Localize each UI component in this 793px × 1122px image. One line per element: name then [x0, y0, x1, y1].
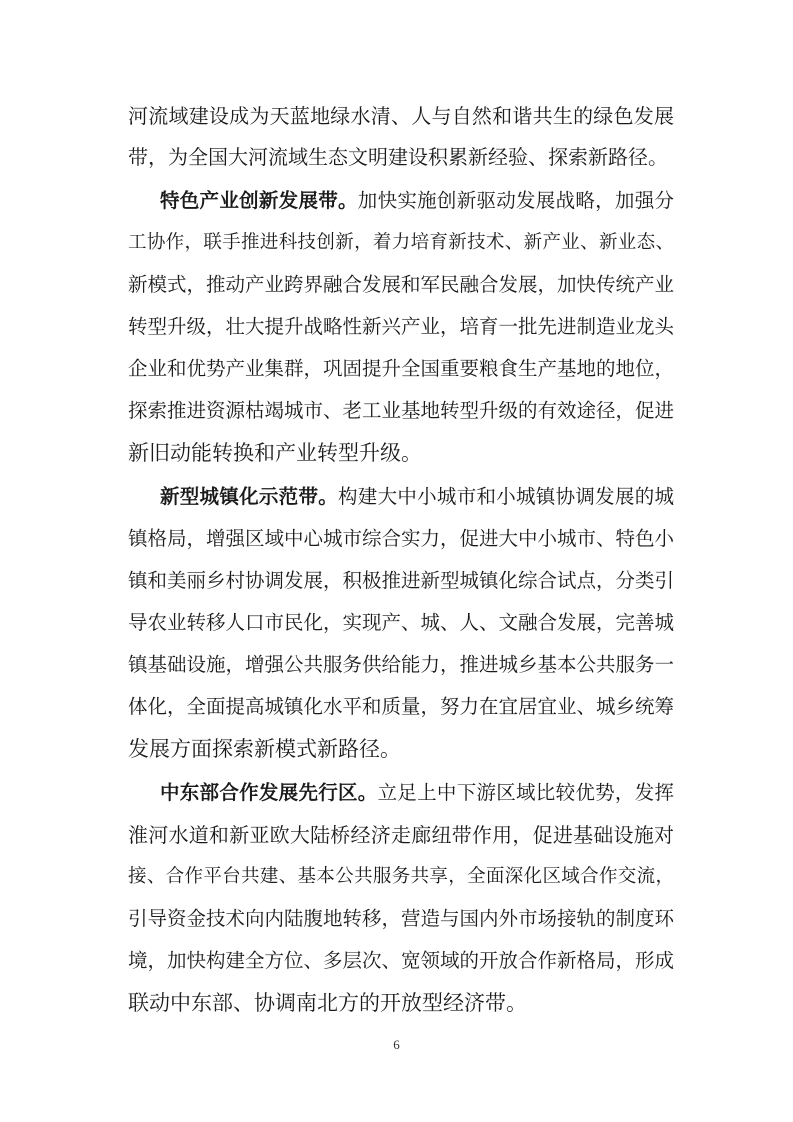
page-number: 6 [393, 1037, 400, 1052]
line-text: 发展方面探索新模式新路径。 [128, 737, 401, 761]
line-text: 体化，全面提高城镇化水平和质量，努力在宜居宜业、城乡统筹 [128, 695, 675, 718]
paragraph-first-line [160, 772, 674, 814]
paragraph-line [128, 602, 674, 644]
paragraph-line [128, 432, 674, 474]
line-text: 新模式，推动产业跨界融合发展和军民融合发展，加快传统产业 [128, 273, 675, 296]
paragraph-line [128, 940, 674, 982]
line-text: 新旧动能转换和产业转型升级。 [128, 441, 422, 465]
paragraph-line [128, 898, 674, 940]
paragraph-first-line [160, 180, 674, 222]
line-text: 淮河水道和新亚欧大陆桥经济走廊纽带作用，促进基础设施对 [128, 823, 674, 847]
section-heading: 新型城镇化示范带。 [160, 485, 339, 508]
paragraph-line [128, 136, 674, 178]
line-text: 引导资金技术向内陆腹地转移，营造与国内外市场接轨的制度环 [128, 907, 675, 930]
line-text: 境，加快构建全方位、多层次、宽领域的开放合作新格局，形成 [128, 949, 675, 972]
paragraph-line [128, 306, 674, 348]
section-heading: 特色产业创新发展带。 [160, 189, 358, 212]
line-text: 工协作，联手推进科技创新，着力培育新技术、新产业、新业态、 [128, 232, 674, 253]
paragraph-line [128, 390, 674, 432]
paragraph-line [128, 856, 674, 898]
paragraph-line [128, 348, 674, 390]
paragraph-line [128, 982, 674, 1024]
line-text: 带，为全国大河流域生态文明建设积累新经验、探索新路径。 [128, 145, 668, 169]
paragraph-line [128, 644, 674, 686]
line-text: 加快实施创新驱动发展战略，加强分 [357, 189, 674, 212]
line-text: 镇格局，增强区域中心城市综合实力，促进大中小城市、特色小 [128, 527, 675, 550]
line-text: 构建大中小城市和小城镇协调发展的城 [338, 485, 674, 508]
paragraph-line [128, 222, 674, 264]
line-text: 企业和优势产业集群，巩固提升全国重要粮食生产基地的地位， [128, 357, 675, 380]
line-text: 导农业转移人口市民化，实现产、城、人、文融合发展，完善城 [128, 611, 675, 634]
line-text: 镇和美丽乡村协调发展，积极推进新型城镇化综合试点，分类引 [128, 569, 675, 592]
paragraph-line [128, 728, 674, 770]
line-text: 接、合作平台共建、基本公共服务共享，全面深化区域合作交流， [128, 866, 674, 887]
line-text: 联动中东部、协调南北方的开放型经济带。 [128, 991, 527, 1015]
paragraph-line [128, 560, 674, 602]
paragraph-line [128, 686, 674, 728]
paragraph-first-line [160, 476, 674, 518]
line-text: 转型升级，壮大提升战略性新兴产业，培育一批先进制造业龙头 [128, 315, 675, 338]
paragraph-line [128, 95, 674, 137]
line-text: 镇基础设施，增强公共服务供给能力，推进城乡基本公共服务一 [128, 653, 675, 676]
paragraph-line [128, 518, 674, 560]
section-heading: 中东部合作发展先行区。 [160, 781, 378, 804]
paragraph-line [128, 264, 674, 306]
line-text: 河流域建设成为天蓝地绿水清、人与自然和谐共生的绿色发展 [128, 104, 674, 128]
line-text: 探索推进资源枯竭城市、老工业基地转型升级的有效途径，促进 [128, 399, 675, 422]
line-text: 立足上中下游区域比较优势，发挥 [377, 781, 674, 804]
paragraph-line [128, 814, 674, 856]
